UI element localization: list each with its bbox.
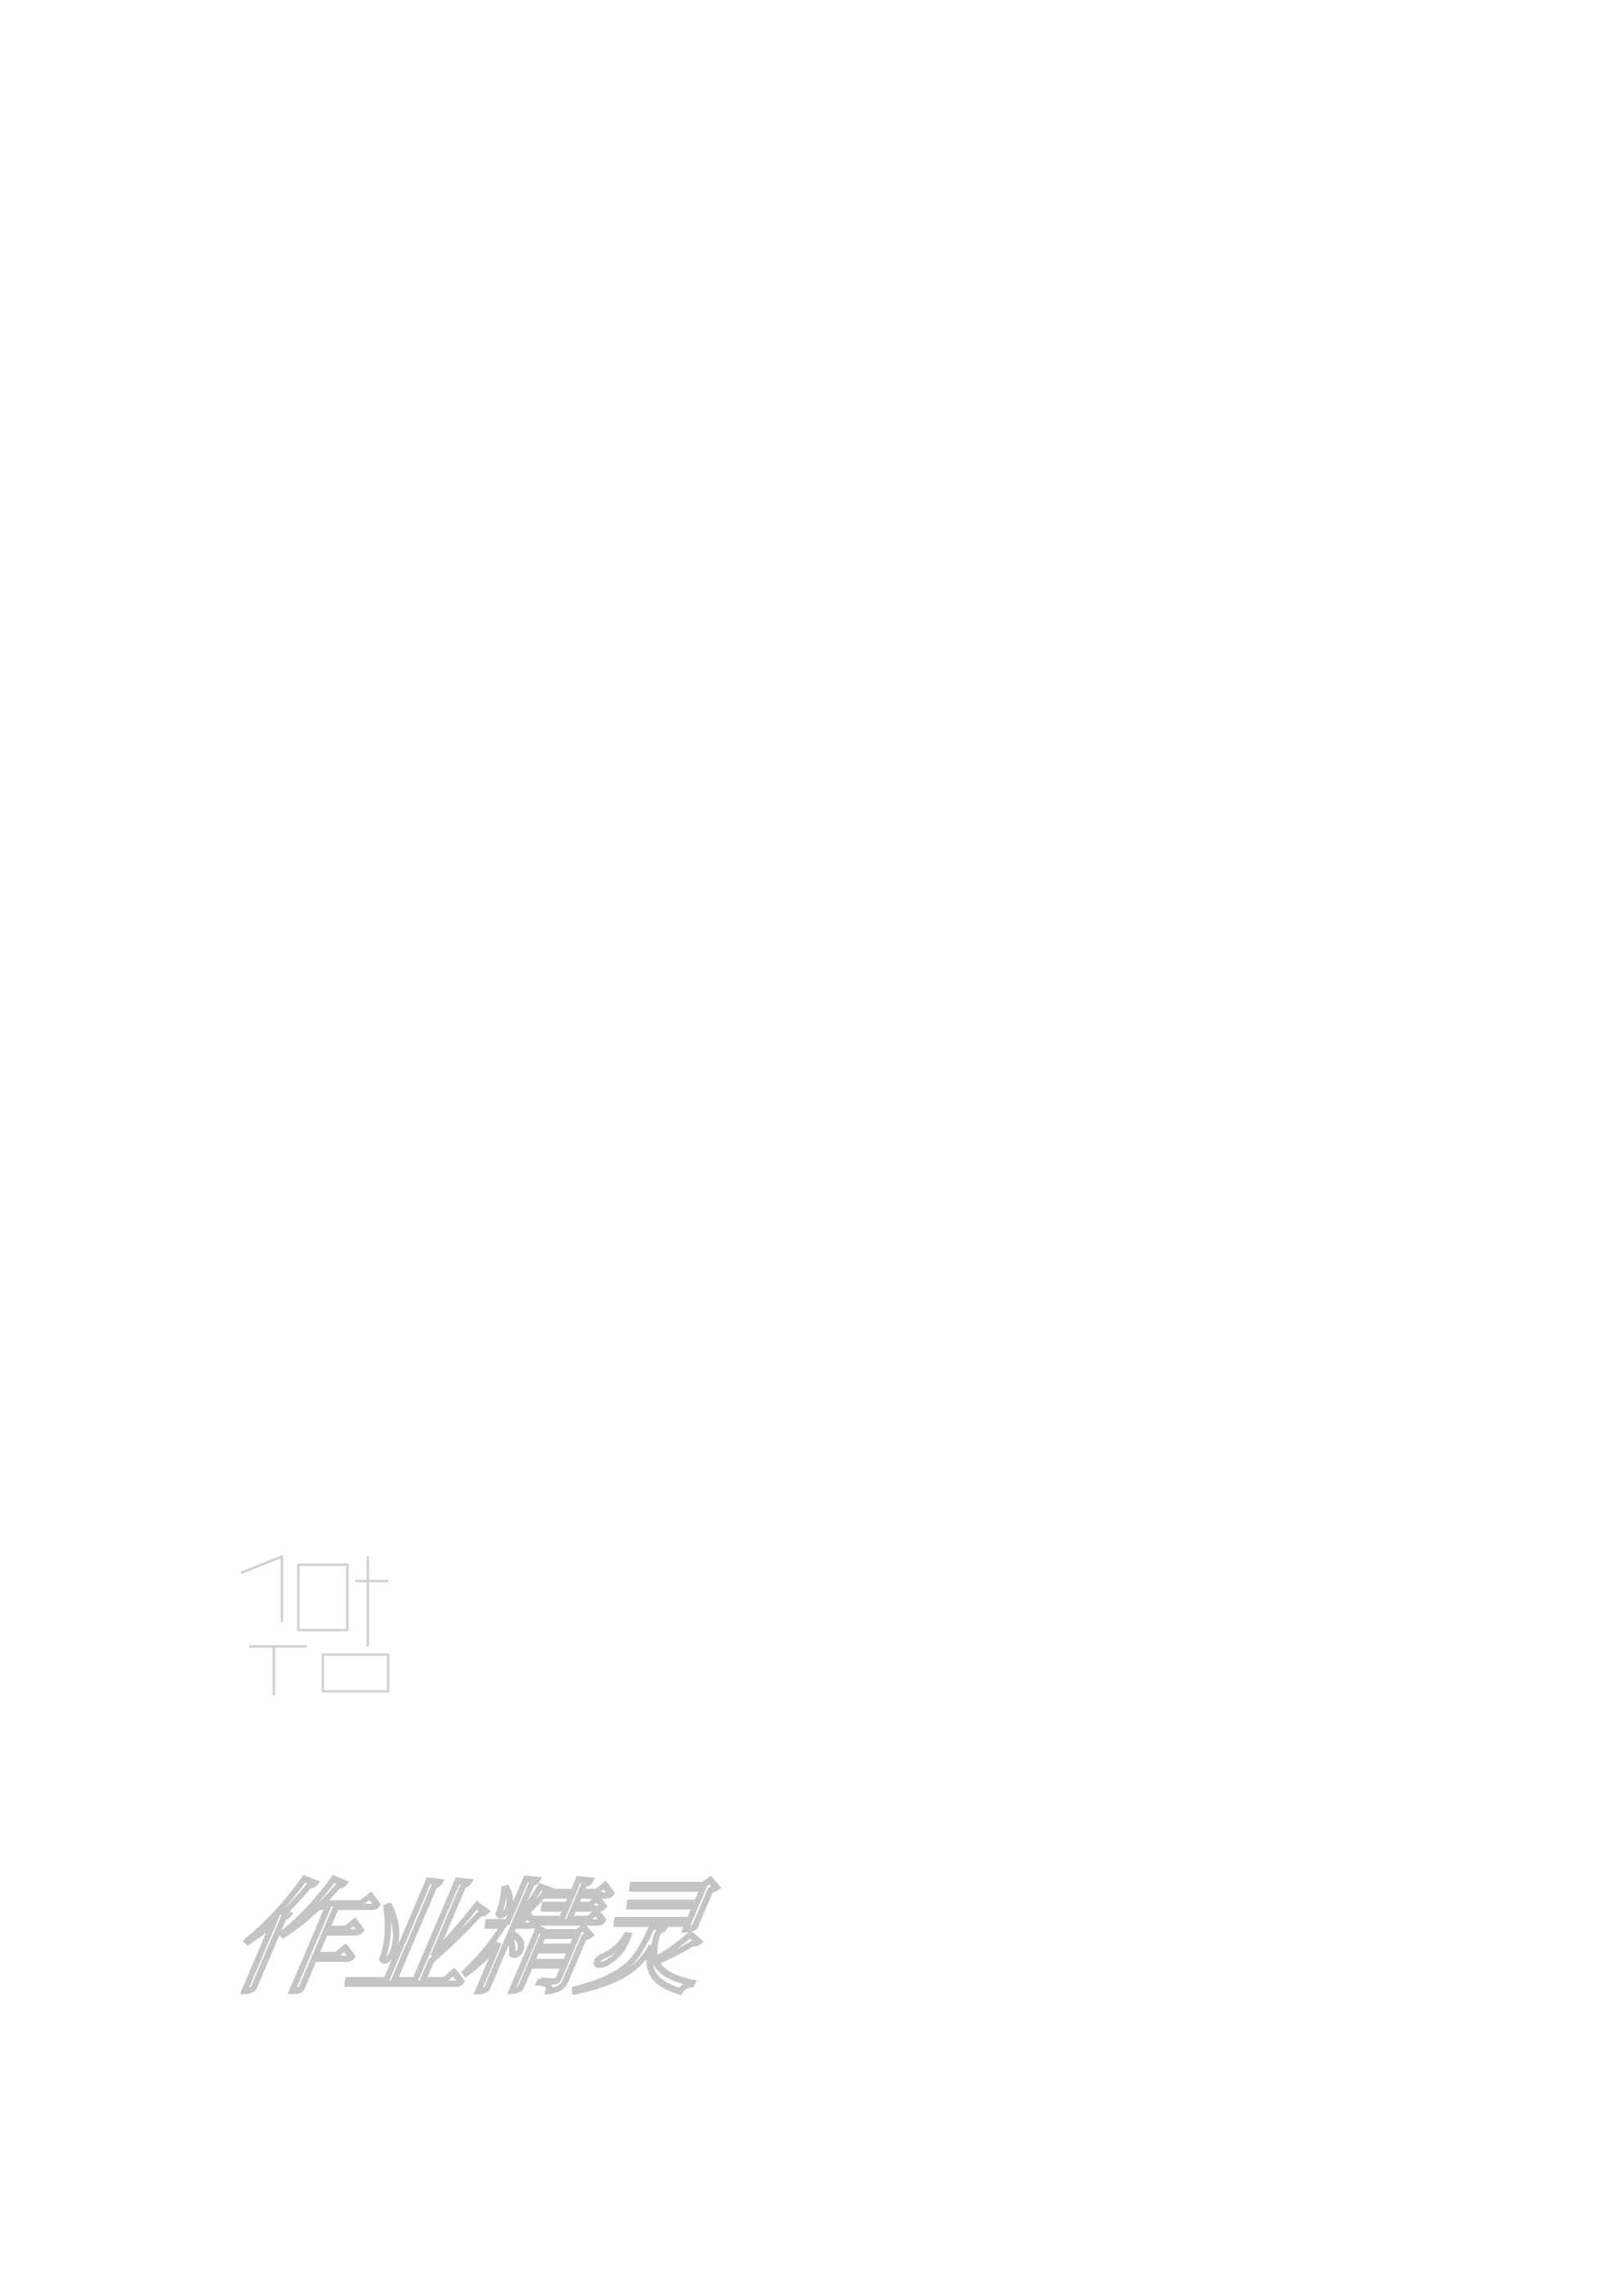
watermark-stamp bbox=[225, 1524, 470, 1704]
svg-text:作业精灵: 作业精灵 bbox=[221, 1868, 710, 2011]
watermark-logo bbox=[221, 1826, 710, 2026]
